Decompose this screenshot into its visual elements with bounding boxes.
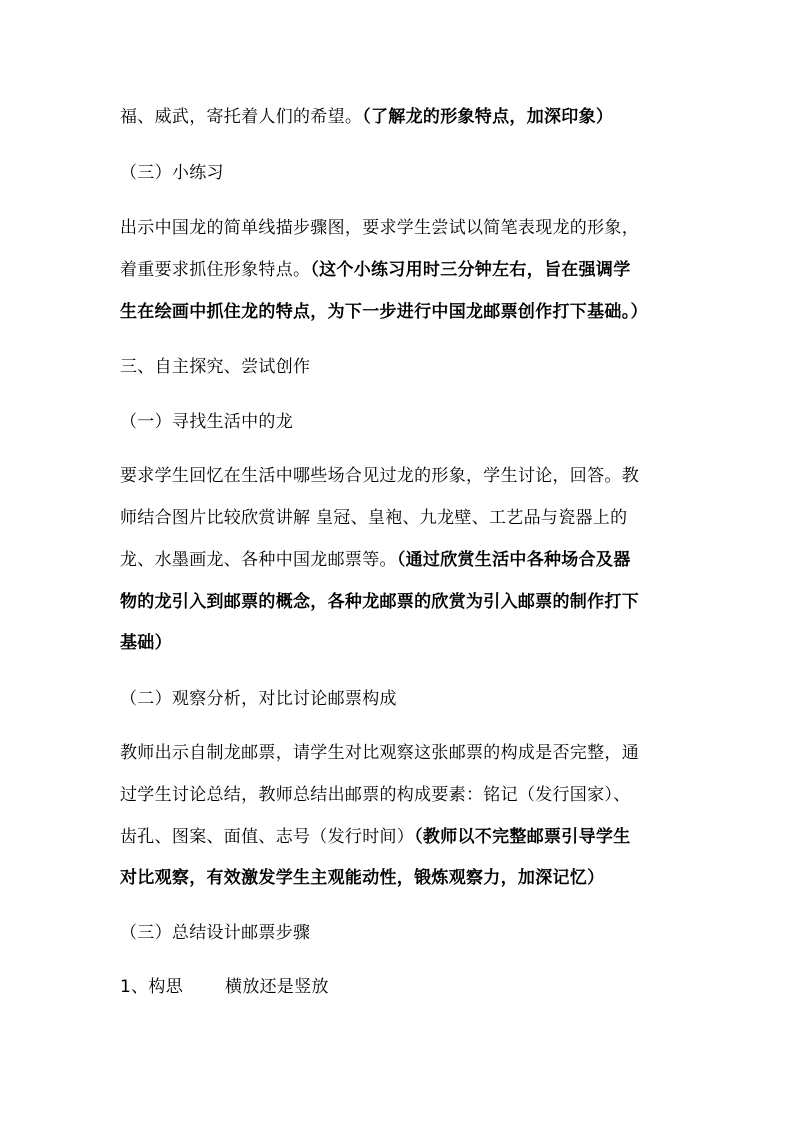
text-bold-note: （了解龙的形象特点，加深印象）: [362, 107, 614, 127]
heading-section-3: [120, 356, 680, 378]
text-normal: 福、威武，寄托着人们的希望。: [120, 107, 363, 127]
paragraph-practice-line-3: [120, 301, 680, 323]
paragraph-practice-line-2: [120, 259, 680, 281]
paragraph-practice-line-1: [120, 217, 680, 239]
heading-summary-steps: [120, 922, 680, 944]
text-normal: 教师出示自制龙邮票，请学生对比观察这张邮票的构成是否完整，通: [120, 743, 639, 763]
text-bold-note: （教师以不完整邮票引导学生: [414, 827, 631, 847]
text-normal: 龙、水墨画龙、各种中国龙邮票等。: [120, 550, 397, 570]
step-1-conception: [120, 976, 680, 998]
step-label: 1、构思: [120, 977, 184, 997]
text-bold-note: 对比观察，有效激发学生主观能动性，锻炼观察力，加深记忆）: [120, 868, 605, 888]
heading-text: （一）寻找生活中的龙: [120, 412, 293, 432]
paragraph-observe-line-2: [120, 784, 680, 806]
text-normal: 出示中国龙的简单线描步骤图，要求学生尝试以简笔表现龙的形象，: [120, 218, 639, 238]
text-normal: 要求学生回忆在生活中哪些场合见过龙的形象，学生讨论，回答。教: [120, 466, 639, 486]
paragraph-find-line-4: [120, 591, 680, 613]
heading-find-dragons: [120, 411, 680, 433]
heading-small-practice: [120, 162, 680, 184]
text-bold-note: 基础）: [120, 633, 172, 653]
paragraph-find-line-3: [120, 549, 680, 571]
text-bold-note: （通过欣赏生活中各种场合及器: [396, 550, 631, 570]
text-bold-note: 物的龙引入到邮票的概念，各种龙邮票的欣赏为引入邮票的制作打下: [120, 592, 639, 612]
paragraph-find-line-1: [120, 465, 680, 487]
text-bold-note: 生在绘画中抓住龙的特点，为下一步进行中国龙邮票创作打下基础。）: [120, 302, 648, 322]
text-normal: 过学生讨论总结，教师总结出邮票的构成要素：铭记（发行国家）、: [120, 785, 631, 805]
heading-text: （三）小练习: [120, 163, 224, 183]
text-normal: 齿孔、图案、面值、志号（发行时间）: [120, 827, 415, 847]
heading-text: （二）观察分析，对比讨论邮票构成: [120, 689, 397, 709]
heading-observe-analyze: [120, 688, 680, 710]
heading-text: （三）总结设计邮票步骤: [120, 923, 311, 943]
paragraph-find-line-2: [120, 507, 680, 529]
paragraph-find-line-5: [120, 632, 680, 654]
paragraph-observe-line-3: [120, 826, 680, 848]
text-normal: 师结合图片比较欣赏讲解 皇冠、皇袍、九龙壁、工艺品与瓷器上的: [120, 508, 628, 528]
text-normal: 着重要求抓住形象特点。: [120, 260, 311, 280]
paragraph-observe-line-1: [120, 742, 680, 764]
heading-text: 三、自主探究、尝试创作: [120, 357, 311, 377]
paragraph-dragon-meaning: [120, 106, 680, 128]
paragraph-observe-line-4: [120, 867, 680, 889]
text-bold-note: （这个小练习用时三分钟左右，旨在强调学: [310, 260, 631, 280]
step-text: 横放还是竖放: [225, 977, 329, 997]
